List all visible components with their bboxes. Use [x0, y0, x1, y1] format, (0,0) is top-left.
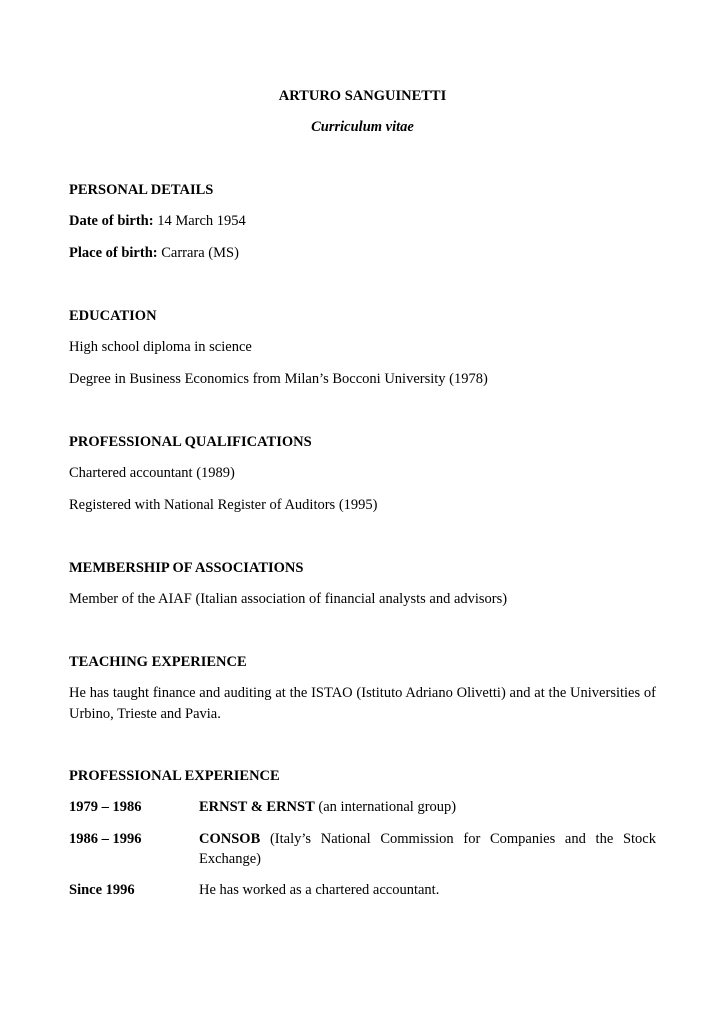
dob-value: 14 March 1954 [153, 213, 246, 229]
personal-details-heading: PERSONAL DETAILS [69, 182, 214, 198]
membership-heading: MEMBERSHIP OF ASSOCIATIONS [69, 560, 304, 576]
dob-label: Date of birth: [69, 213, 154, 229]
education-item: Degree in Business Economics from Milan’s Bocconi University (1978) [69, 371, 488, 387]
experience-period: 1979 – 1986 [69, 799, 142, 815]
date-of-birth [69, 211, 656, 231]
pob-label: Place of birth: [69, 245, 158, 261]
experience-heading: PROFESSIONAL EXPERIENCE [69, 768, 280, 784]
place-of-birth [69, 243, 656, 263]
teaching-heading: TEACHING EXPERIENCE [69, 654, 247, 670]
document-subtitle: Curriculum vitae [311, 119, 414, 135]
qualification-item: Chartered accountant (1989) [69, 465, 235, 481]
teaching-text: He has taught finance and auditing at the ISTAO (Istituto Adriano Olivetti) and at the Universities of Urbino, Trieste and Pavia. [69, 685, 656, 722]
membership-item: Member of the AIAF (Italian association of financial analysts and advisors) [69, 591, 508, 607]
experience-description [199, 797, 656, 817]
pob-value: Carrara (MS) [157, 245, 239, 261]
experience-org: ERNST & ERNST [199, 799, 315, 815]
experience-detail: He has worked as a chartered accountant. [199, 882, 440, 898]
experience-detail: (an international group) [314, 799, 457, 815]
experience-period: 1986 – 1996 [69, 831, 142, 847]
person-name: ARTURO SANGUINETTI [278, 88, 447, 104]
education-item: High school diploma in science [69, 339, 252, 355]
experience-org: CONSOB [199, 831, 261, 847]
experience-period: Since 1996 [69, 882, 135, 898]
qualifications-heading: PROFESSIONAL QUALIFICATIONS [69, 434, 312, 450]
experience-detail: (Italy’s National Commission for Companies and the Stock Exchange) [199, 831, 656, 867]
education-heading: EDUCATION [69, 308, 157, 324]
experience-description [199, 829, 656, 869]
experience-description [199, 880, 656, 900]
qualification-item: Registered with National Register of Auditors (1995) [69, 497, 378, 513]
